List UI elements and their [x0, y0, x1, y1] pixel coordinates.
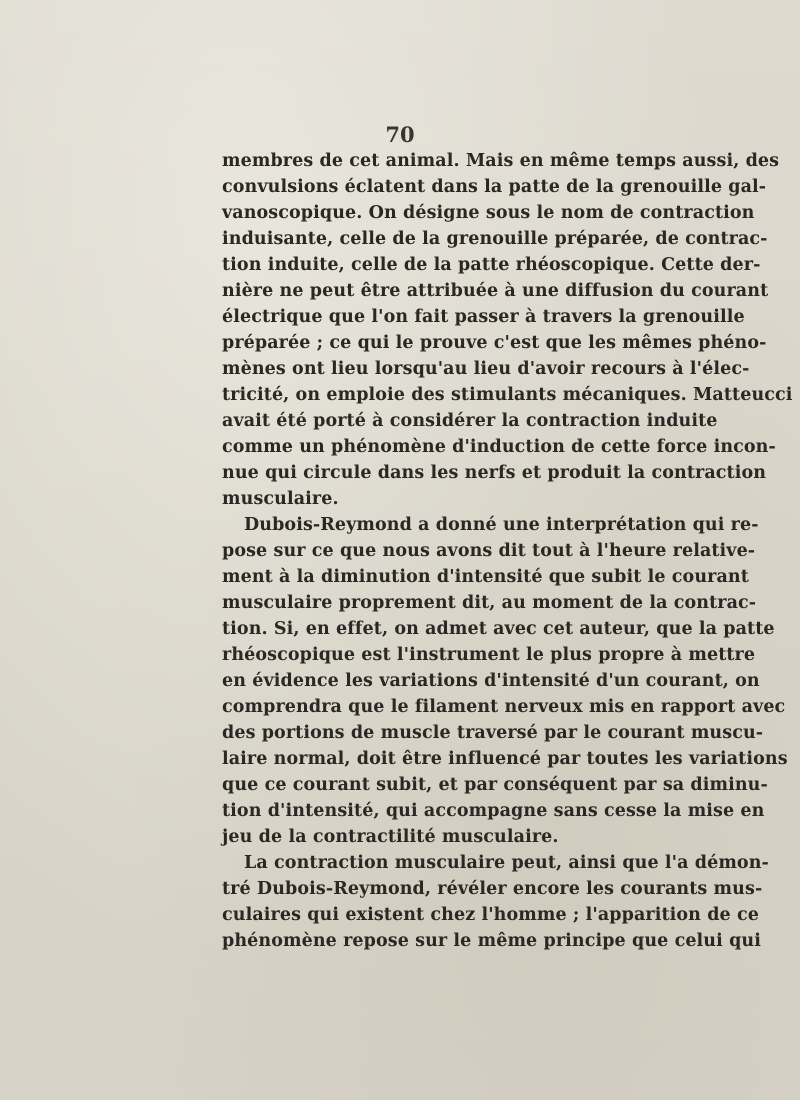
text-line: préparée ; ce qui le prouve c'est que les mêmes phéno-: [222, 333, 767, 353]
text-line: mènes ont lieu lorsqu'au lieu d'avoir recours à l'élec-: [222, 359, 750, 379]
text-line: tion induite, celle de la patte rhéoscopique. Cette der-: [222, 255, 761, 275]
paragraph: [222, 850, 769, 954]
text-line: membres de cet animal. Mais en même temps aussi, des: [222, 151, 780, 171]
text-line: jeu de la contractilité musculaire.: [222, 827, 559, 847]
text-line: tré Dubois-Reymond, révéler encore les courants mus-: [222, 879, 763, 899]
text-line: induisante, celle de la grenouille préparée, de contrac-: [222, 229, 768, 249]
text-line: des portions de muscle traversé par le courant muscu-: [222, 723, 764, 743]
paragraph: [222, 512, 788, 850]
text-line: La contraction musculaire peut, ainsi que l'a démon-: [244, 853, 769, 873]
text-line: tion. Si, en effet, on admet avec cet auteur, que la patte: [222, 619, 775, 639]
text-line: pose sur ce que nous avons dit tout à l'heure relative-: [222, 541, 756, 561]
text-line: ment à la diminution d'intensité que subit le courant: [222, 567, 749, 587]
text-line: laire normal, doit être influencé par toutes les variations: [222, 749, 788, 769]
text-line: électrique que l'on fait passer à travers la grenouille: [222, 307, 745, 327]
text-line: comme un phénomène d'induction de cette force incon-: [222, 437, 776, 457]
text-line: comprendra que le filament nerveux mis en rapport avec: [222, 697, 786, 717]
text-line: tion d'intensité, qui accompagne sans cesse la mise en: [222, 801, 765, 821]
text-line: Dubois-Reymond a donné une interprétation qui re-: [244, 515, 759, 535]
text-line: vanoscopique. On désigne sous le nom de contraction: [222, 203, 755, 223]
text-line: que ce courant subit, et par conséquent par sa diminu-: [222, 775, 768, 795]
text-line: musculaire proprement dit, au moment de la contrac-: [222, 593, 757, 613]
text-line: musculaire.: [222, 489, 339, 509]
text-line: rhéoscopique est l'instrument le plus propre à mettre: [222, 645, 756, 665]
text-line: nière ne peut être attribuée à une diffusion du courant: [222, 281, 769, 301]
text-line: tricité, on emploie des stimulants mécaniques. Matteucci: [222, 385, 793, 405]
paragraph: [222, 148, 793, 512]
text-line: culaires qui existent chez l'homme ; l'apparition de ce: [222, 905, 759, 925]
body-text: [222, 148, 793, 954]
text-line: phénomène repose sur le même principe que celui qui: [222, 931, 761, 951]
page-number: 70: [385, 122, 415, 147]
text-line: nue qui circule dans les nerfs et produit la contraction: [222, 463, 767, 483]
text-line: avait été porté à considérer la contraction induite: [222, 411, 718, 431]
text-line: en évidence les variations d'intensité d'un courant, on: [222, 671, 760, 691]
text-line: convulsions éclatent dans la patte de la grenouille gal-: [222, 177, 767, 197]
